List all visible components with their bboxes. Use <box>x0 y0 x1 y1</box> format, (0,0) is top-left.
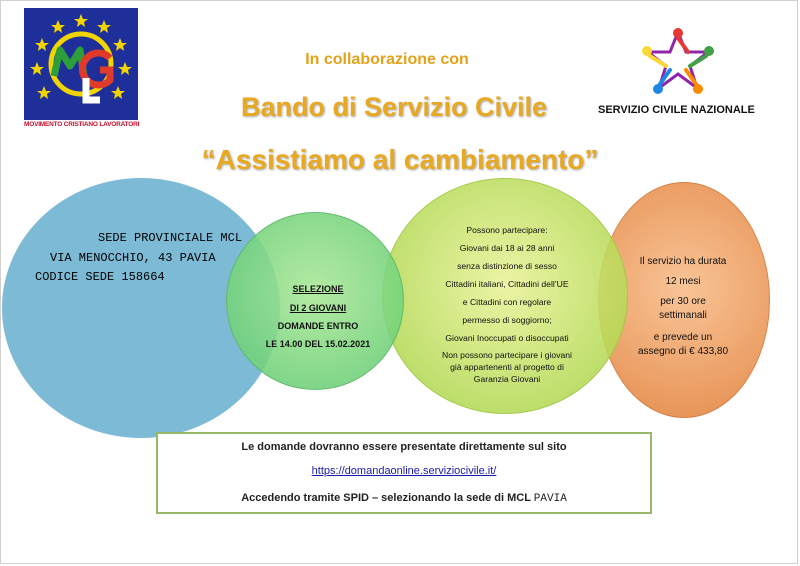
requisiti-line-2: Giovani dai 18 ai 28 anni <box>459 243 555 253</box>
mcl-caption-word-2: CRISTIANO <box>63 121 98 128</box>
selezione-line-4: LE 14.00 DEL 15.02.2021 <box>265 339 371 349</box>
requisiti-line-4: Cittadini italiani, Cittadini dell’UE <box>445 279 569 289</box>
servizio-line-2: 12 mesi <box>665 276 701 287</box>
servizio-line-1: Il servizio ha durata <box>639 256 727 267</box>
selezione-circle <box>226 212 404 390</box>
requisiti-line-10: Garanzia Giovani <box>473 374 541 384</box>
scn-caption: SERVIZIO CIVILE NAZIONALE <box>598 104 755 116</box>
page-title <box>0 92 800 123</box>
requisiti-line-7: Giovani Inoccupati o disoccupati <box>445 333 569 343</box>
collaboration-heading <box>0 51 800 69</box>
motto-heading <box>0 144 800 176</box>
requisiti-line-9: già appartenenti al progetto di <box>450 362 564 372</box>
application-info-box <box>156 432 652 514</box>
selezione-line-1: SELEZIONE <box>292 284 344 294</box>
sede-line-1: SEDE PROVINCIALE MCL <box>98 231 243 245</box>
servizio-line-4: settimanali <box>659 310 707 321</box>
motto-text: “Assistiamo al cambiamento” <box>201 144 599 175</box>
requisiti-line-5: e Cittadini con regolare <box>462 297 552 307</box>
servizio-line-5: e prevede un <box>653 332 713 343</box>
mcl-caption-word-3: LAVORATORI <box>99 121 140 128</box>
requisiti-line-6: permesso di soggiorno; <box>462 315 552 325</box>
sede-line-2: VIA MENOCCHIO, 43 PAVIA <box>50 251 216 265</box>
servizio-line-6: assegno di € 433,80 <box>637 346 729 357</box>
info-line-2 <box>158 465 650 477</box>
selezione-line-2: DI 2 GIOVANI <box>289 303 347 313</box>
collaboration-text: In collaborazione con <box>305 51 469 68</box>
info-line-3-city: PAVIA <box>533 493 567 505</box>
title-text: Bando di Servizio Civile <box>240 92 548 122</box>
application-site-link[interactable]: https://domandaonline.serviziocivile.it/ <box>311 465 497 477</box>
requisiti-line-8: Non possono partecipare i giovani <box>442 350 572 360</box>
info-line-3-text: Accedendo tramite SPID – selezionando la sede di MCL <box>241 492 534 504</box>
info-line-3 <box>158 492 650 505</box>
sede-line-3: CODICE SEDE 158664 <box>35 270 165 284</box>
requisiti-line-3: senza distinzione di sesso <box>457 261 557 271</box>
servizio-line-3: per 30 ore <box>660 296 706 307</box>
selezione-line-3: DOMANDE ENTRO <box>277 321 359 331</box>
info-line-1: Le domande dovranno essere presentate direttamente sul sito <box>241 441 567 453</box>
requisiti-line-1: Possono partecipare: <box>466 225 548 235</box>
mcl-caption-word-1: MOVIMENTO <box>24 121 63 128</box>
